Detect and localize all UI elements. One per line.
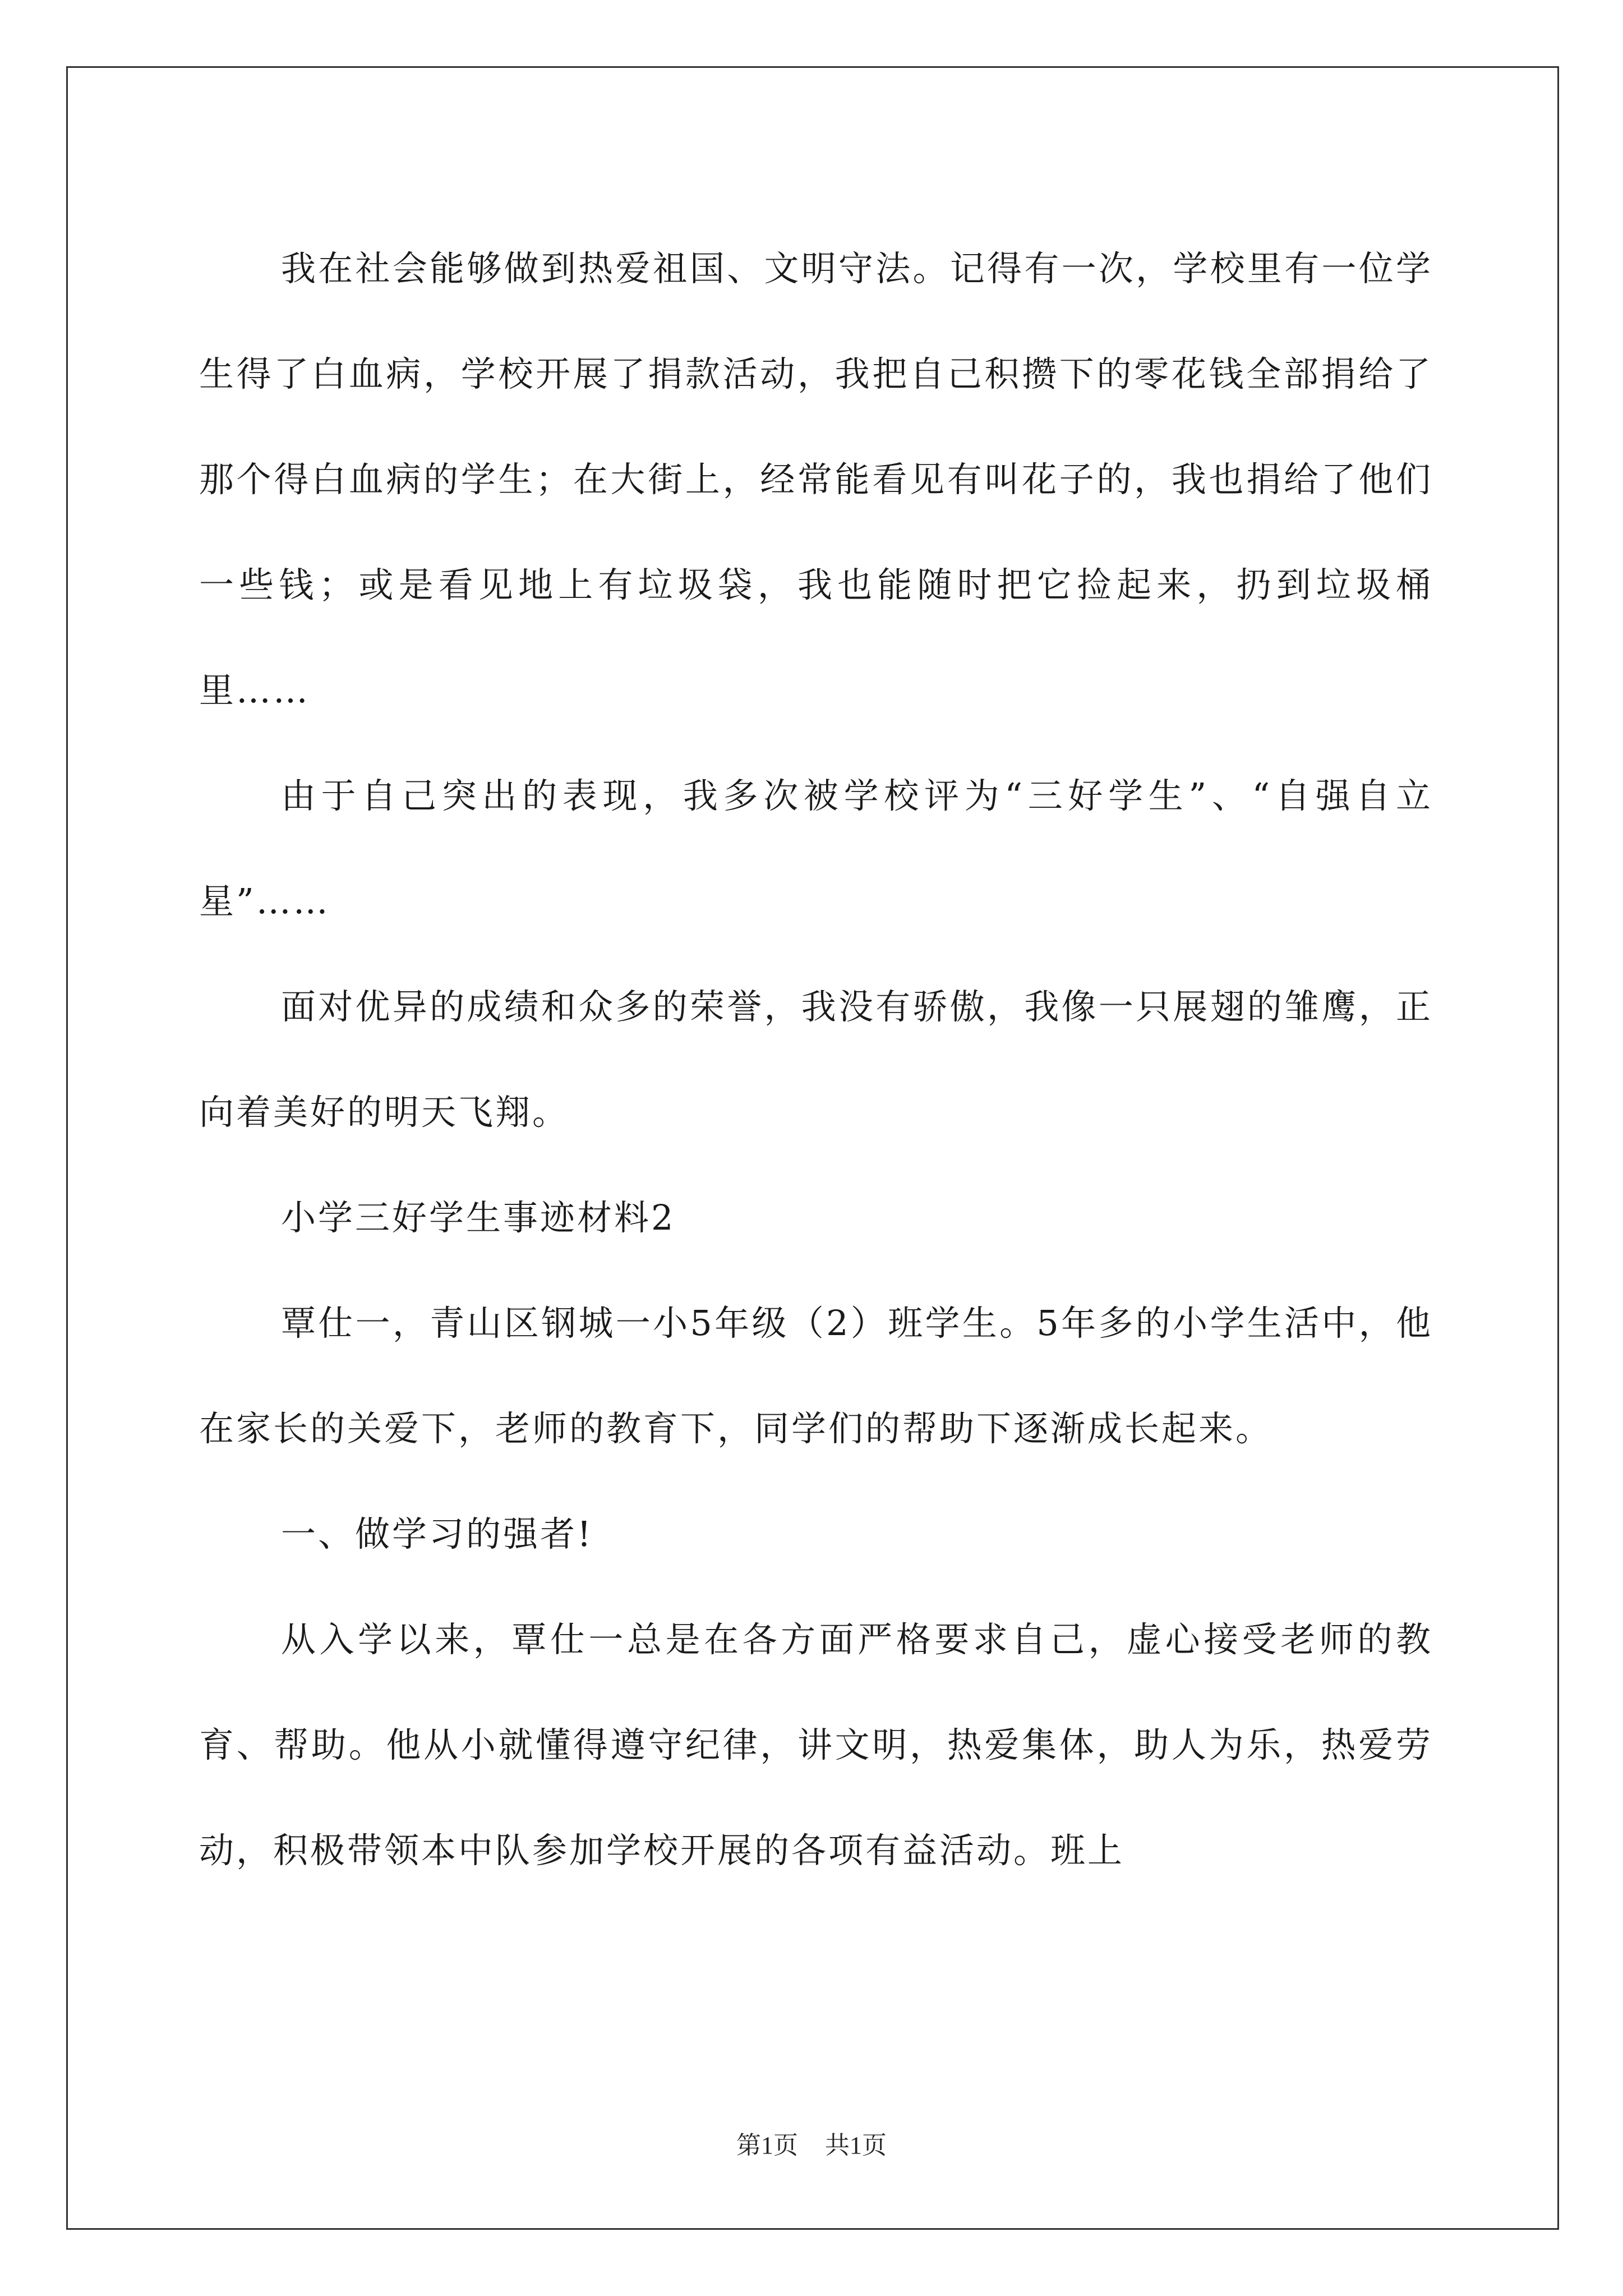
section-heading: 一、做学习的强者! (281, 1513, 593, 1554)
paragraph: 覃仕一，青山区钢城一小5年级（2）班学生。5年多的小学生活中，他在家长的关爱下，老师的教育下，同学们的帮助下逐渐成长起来。 (199, 1303, 1433, 1449)
paragraph: 面对优异的成绩和众多的荣誉，我没有骄傲，我像一只展翅的雏鹰，正向着美好的明天飞翔。 (199, 986, 1433, 1133)
page-number: 第1页 (736, 2132, 798, 2159)
paragraph: 从入学以来，覃仕一总是在各方面严格要求自己，虚心接受老师的教育、帮助。他从小就懂得遵守纪律，讲文明，热爱集体，助人为乐，热爱劳动，积极带领本中队参加学校开展的各项有益活动。班上 (199, 1619, 1433, 1871)
paragraph: 由于自己突出的表现，我多次被学校评为“三好学生”、“自强自立星”…… (199, 775, 1433, 922)
document-body (199, 216, 1433, 1903)
page-total: 共1页 (825, 2132, 887, 2159)
paragraph: 我在社会能够做到热爱祖国、文明守法。记得有一次，学校里有一位学生得了白血病，学校开展了捐款活动，我把自己积攒下的零花钱全部捐给了那个得白血病的学生；在大街上，经常能看见有叫花子的，我也捐给了他们一些钱；或是看见地上有垃圾袋，我也能随时把它捡起来，扔到垃圾桶里…… (199, 248, 1433, 711)
page-footer (0, 2125, 1623, 2161)
section-title: 小学三好学生事迹材料2 (281, 1197, 676, 1238)
